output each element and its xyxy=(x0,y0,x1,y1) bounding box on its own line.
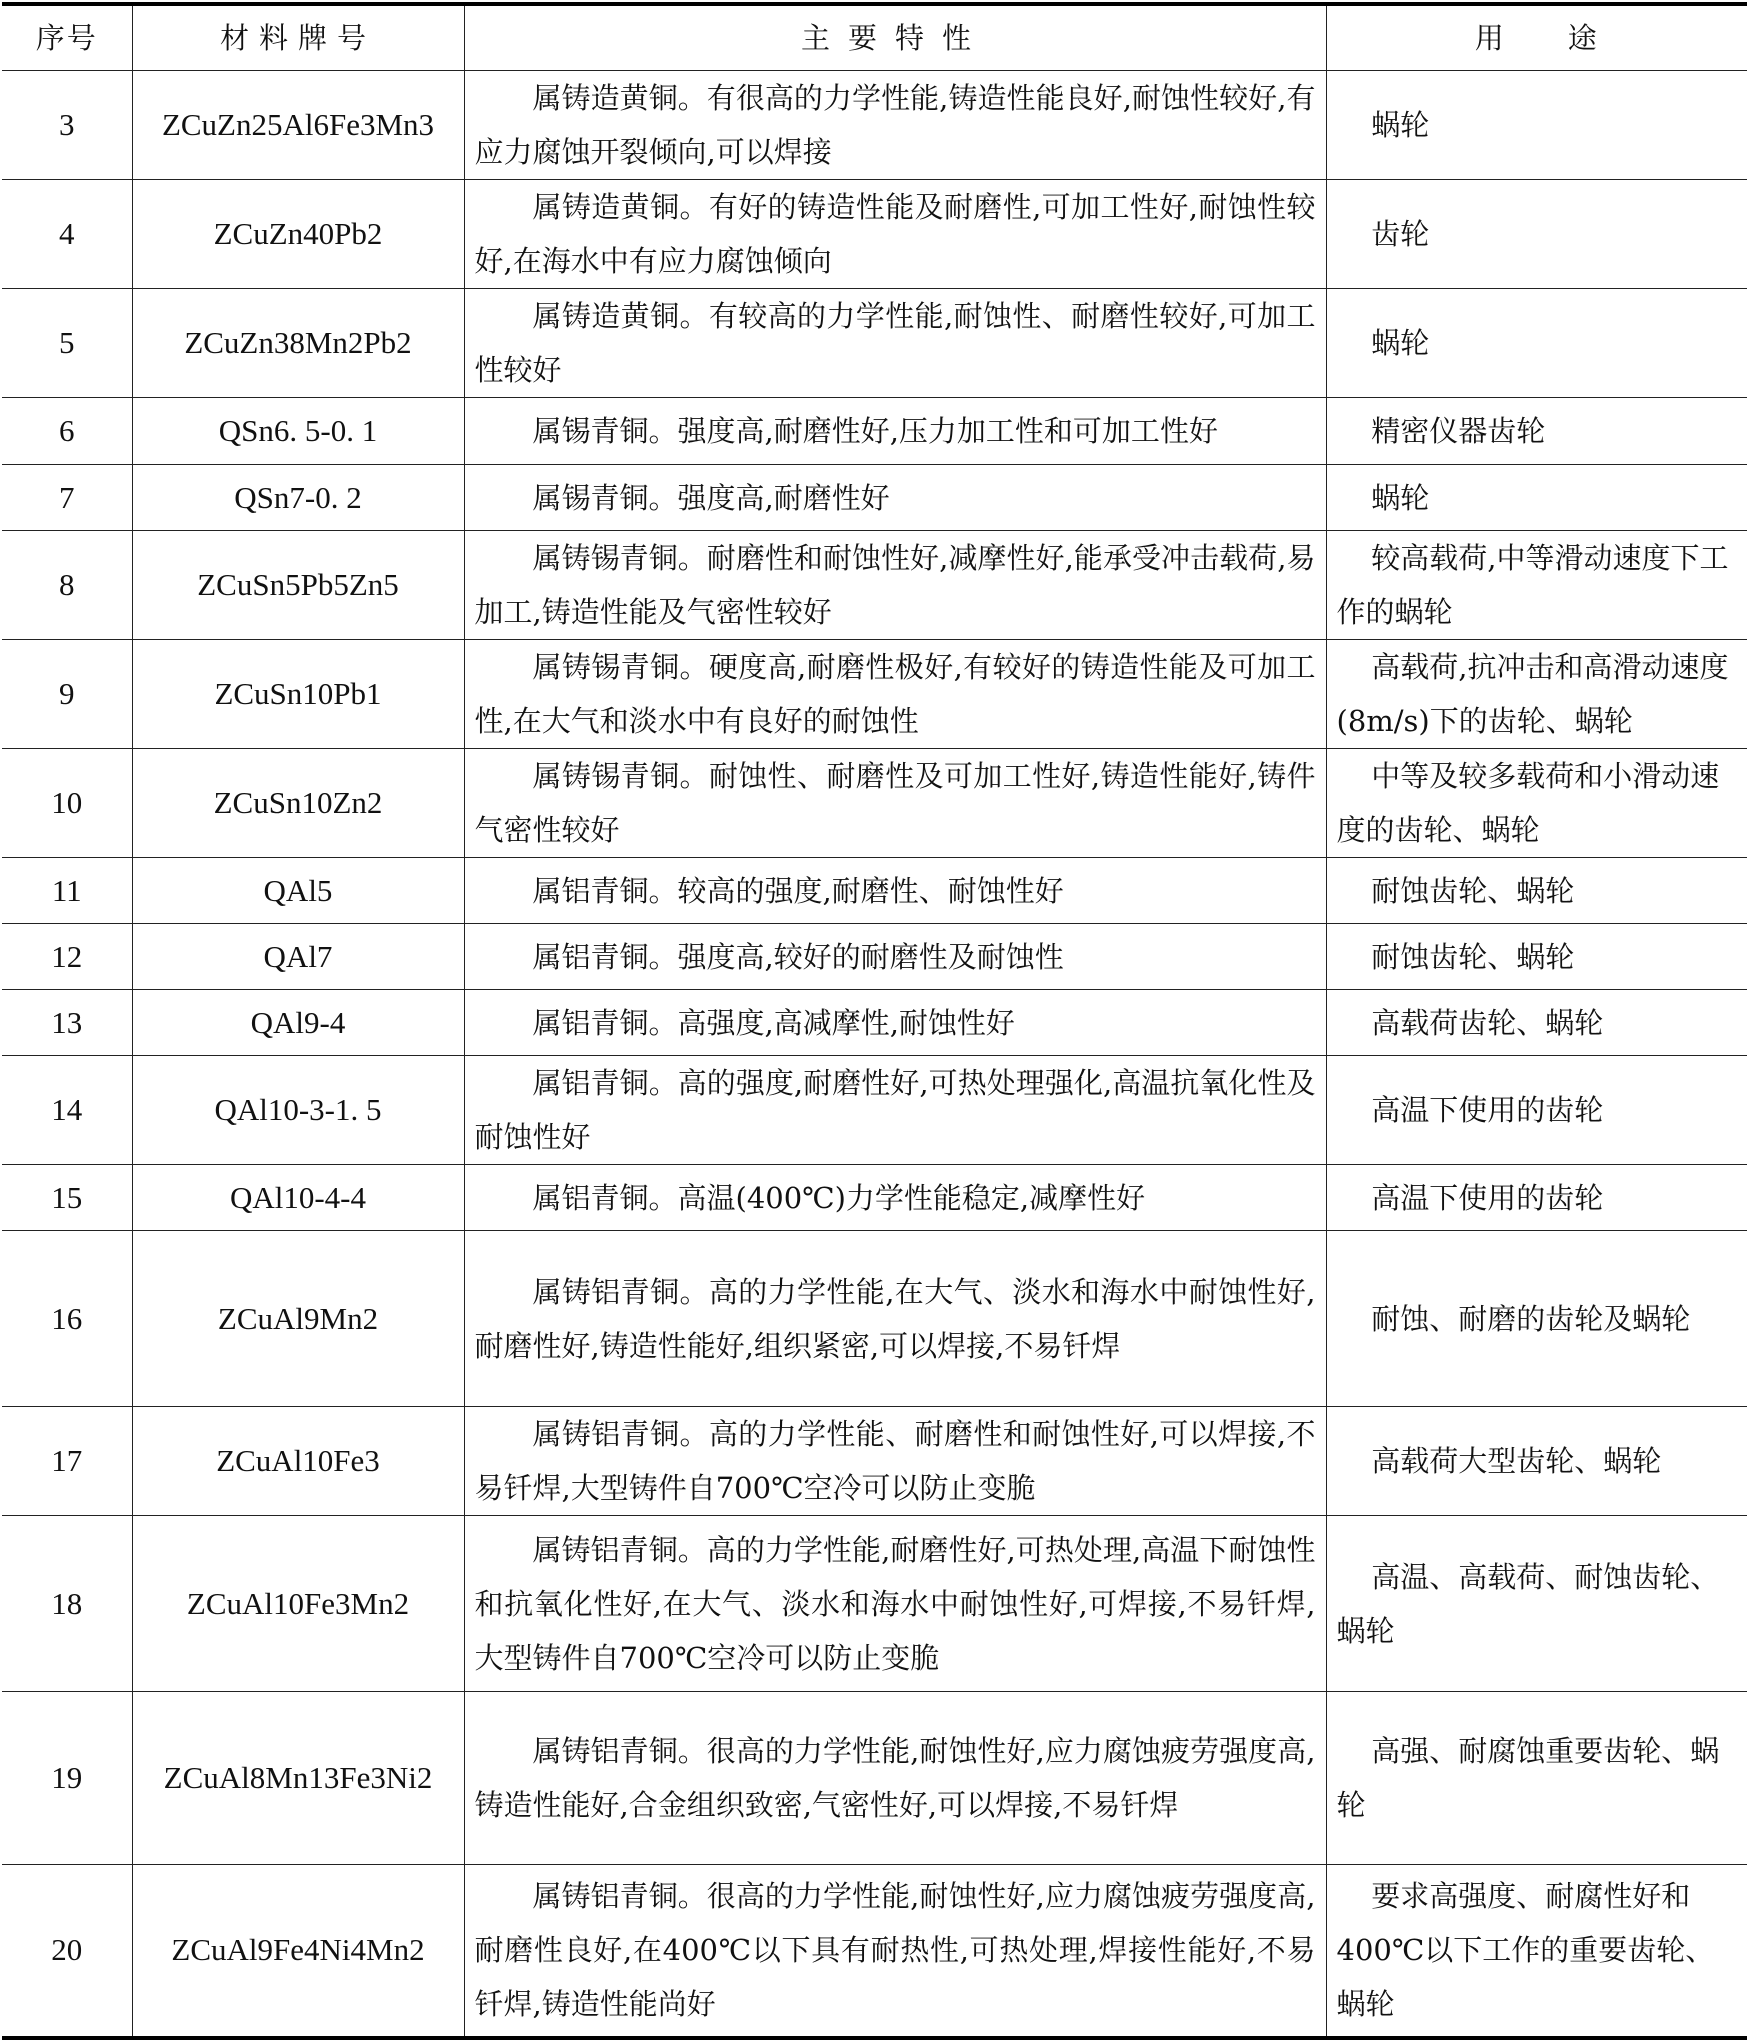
row-number: 6 xyxy=(2,398,132,465)
main-properties: 属铸铝青铜。很高的力学性能,耐蚀性好,应力腐蚀疲劳强度高,耐磨性良好,在400℃以下具有耐热性,可热处理,焊接性能好,不易钎焊,铸造性能尚好 xyxy=(464,1865,1326,2038)
material-grade: ZCuAl10Fe3 xyxy=(132,1407,464,1516)
table-row xyxy=(2,71,1747,180)
main-properties: 属铝青铜。高温(400℃)力学性能稳定,减摩性好 xyxy=(464,1165,1326,1231)
material-grade: ZCuSn5Pb5Zn5 xyxy=(132,531,464,640)
main-properties: 属铸铝青铜。高的力学性能,在大气、淡水和海水中耐蚀性好,耐磨性好,铸造性能好,组织紧密,可以焊接,不易钎焊 xyxy=(464,1231,1326,1407)
row-number: 4 xyxy=(2,180,132,289)
header-properties: 主要特性 xyxy=(464,4,1326,71)
application: 高载荷齿轮、蜗轮 xyxy=(1326,990,1747,1056)
material-grade: QAl7 xyxy=(132,924,464,990)
table-row xyxy=(2,924,1747,990)
main-properties: 属铸铝青铜。高的力学性能、耐磨性和耐蚀性好,可以焊接,不易钎焊,大型铸件自700℃空冷可以防止变脆 xyxy=(464,1407,1326,1516)
application: 高温下使用的齿轮 xyxy=(1326,1165,1747,1231)
table-row xyxy=(2,531,1747,640)
table-row xyxy=(2,398,1747,465)
row-number: 17 xyxy=(2,1407,132,1516)
application: 精密仪器齿轮 xyxy=(1326,398,1747,465)
header-grade: 材料牌号 xyxy=(132,4,464,71)
row-number: 8 xyxy=(2,531,132,640)
main-properties: 属铸锡青铜。耐磨性和耐蚀性好,减摩性好,能承受冲击载荷,易加工,铸造性能及气密性较好 xyxy=(464,531,1326,640)
main-properties: 属铝青铜。高强度,高减摩性,耐蚀性好 xyxy=(464,990,1326,1056)
application: 齿轮 xyxy=(1326,180,1747,289)
row-number: 20 xyxy=(2,1865,132,2038)
main-properties: 属铸铝青铜。高的力学性能,耐磨性好,可热处理,高温下耐蚀性和抗氧化性好,在大气、淡水和海水中耐蚀性好,可焊接,不易钎焊,大型铸件自700℃空冷可以防止变脆 xyxy=(464,1516,1326,1692)
row-number: 7 xyxy=(2,465,132,531)
header-row xyxy=(2,4,1747,71)
main-properties: 属锡青铜。强度高,耐磨性好,压力加工性和可加工性好 xyxy=(464,398,1326,465)
row-number: 19 xyxy=(2,1692,132,1865)
main-properties: 属铸造黄铜。有好的铸造性能及耐磨性,可加工性好,耐蚀性较好,在海水中有应力腐蚀倾向 xyxy=(464,180,1326,289)
material-grade: QAl5 xyxy=(132,858,464,924)
table-row xyxy=(2,180,1747,289)
application: 高强、耐腐蚀重要齿轮、蜗轮 xyxy=(1326,1692,1747,1865)
table-row xyxy=(2,1516,1747,1692)
materials-table xyxy=(2,2,1747,2040)
material-grade: ZCuAl10Fe3Mn2 xyxy=(132,1516,464,1692)
table-row xyxy=(2,1056,1747,1165)
material-grade: ZCuAl9Fe4Ni4Mn2 xyxy=(132,1865,464,2038)
table-row xyxy=(2,640,1747,749)
table-row xyxy=(2,1165,1747,1231)
header-use: 用 途 xyxy=(1326,4,1747,71)
material-grade: QAl9-4 xyxy=(132,990,464,1056)
application: 耐蚀齿轮、蜗轮 xyxy=(1326,924,1747,990)
row-number: 5 xyxy=(2,289,132,398)
material-grade: ZCuSn10Pb1 xyxy=(132,640,464,749)
material-grade: ZCuAl9Mn2 xyxy=(132,1231,464,1407)
main-properties: 属锡青铜。强度高,耐磨性好 xyxy=(464,465,1326,531)
table-row xyxy=(2,1692,1747,1865)
row-number: 16 xyxy=(2,1231,132,1407)
application: 高载荷大型齿轮、蜗轮 xyxy=(1326,1407,1747,1516)
application: 较高载荷,中等滑动速度下工作的蜗轮 xyxy=(1326,531,1747,640)
material-grade: ZCuZn38Mn2Pb2 xyxy=(132,289,464,398)
row-number: 14 xyxy=(2,1056,132,1165)
row-number: 13 xyxy=(2,990,132,1056)
table-row xyxy=(2,749,1747,858)
material-grade: ZCuZn25Al6Fe3Mn3 xyxy=(132,71,464,180)
application: 高温、高载荷、耐蚀齿轮、蜗轮 xyxy=(1326,1516,1747,1692)
table-row xyxy=(2,289,1747,398)
main-properties: 属铝青铜。较高的强度,耐磨性、耐蚀性好 xyxy=(464,858,1326,924)
application: 蜗轮 xyxy=(1326,71,1747,180)
application: 要求高强度、耐腐性好和400℃以下工作的重要齿轮、蜗轮 xyxy=(1326,1865,1747,2038)
material-grade: ZCuSn10Zn2 xyxy=(132,749,464,858)
row-number: 15 xyxy=(2,1165,132,1231)
table-row xyxy=(2,990,1747,1056)
row-number: 18 xyxy=(2,1516,132,1692)
row-number: 11 xyxy=(2,858,132,924)
application: 蜗轮 xyxy=(1326,289,1747,398)
material-grade: QSn6. 5-0. 1 xyxy=(132,398,464,465)
application: 耐蚀齿轮、蜗轮 xyxy=(1326,858,1747,924)
main-properties: 属铝青铜。强度高,较好的耐磨性及耐蚀性 xyxy=(464,924,1326,990)
row-number: 12 xyxy=(2,924,132,990)
main-properties: 属铸锡青铜。硬度高,耐磨性极好,有较好的铸造性能及可加工性,在大气和淡水中有良好的耐蚀性 xyxy=(464,640,1326,749)
material-grade: QAl10-3-1. 5 xyxy=(132,1056,464,1165)
application: 蜗轮 xyxy=(1326,465,1747,531)
material-grade: ZCuAl8Mn13Fe3Ni2 xyxy=(132,1692,464,1865)
main-properties: 属铝青铜。高的强度,耐磨性好,可热处理强化,高温抗氧化性及耐蚀性好 xyxy=(464,1056,1326,1165)
table-row xyxy=(2,1231,1747,1407)
row-number: 9 xyxy=(2,640,132,749)
table-row xyxy=(2,1865,1747,2038)
material-grade: QAl10-4-4 xyxy=(132,1165,464,1231)
table-row xyxy=(2,858,1747,924)
application: 高载荷,抗冲击和高滑动速度(8m/s)下的齿轮、蜗轮 xyxy=(1326,640,1747,749)
application: 耐蚀、耐磨的齿轮及蜗轮 xyxy=(1326,1231,1747,1407)
material-grade: QSn7-0. 2 xyxy=(132,465,464,531)
material-grade: ZCuZn40Pb2 xyxy=(132,180,464,289)
main-properties: 属铸造黄铜。有较高的力学性能,耐蚀性、耐磨性较好,可加工性较好 xyxy=(464,289,1326,398)
application: 高温下使用的齿轮 xyxy=(1326,1056,1747,1165)
table-row xyxy=(2,1407,1747,1516)
header-no: 序号 xyxy=(2,4,132,71)
main-properties: 属铸锡青铜。耐蚀性、耐磨性及可加工性好,铸造性能好,铸件气密性较好 xyxy=(464,749,1326,858)
application: 中等及较多载荷和小滑动速度的齿轮、蜗轮 xyxy=(1326,749,1747,858)
main-properties: 属铸造黄铜。有很高的力学性能,铸造性能良好,耐蚀性较好,有应力腐蚀开裂倾向,可以焊接 xyxy=(464,71,1326,180)
main-properties: 属铸铝青铜。很高的力学性能,耐蚀性好,应力腐蚀疲劳强度高,铸造性能好,合金组织致密,气密性好,可以焊接,不易钎焊 xyxy=(464,1692,1326,1865)
row-number: 3 xyxy=(2,71,132,180)
row-number: 10 xyxy=(2,749,132,858)
table-row xyxy=(2,465,1747,531)
